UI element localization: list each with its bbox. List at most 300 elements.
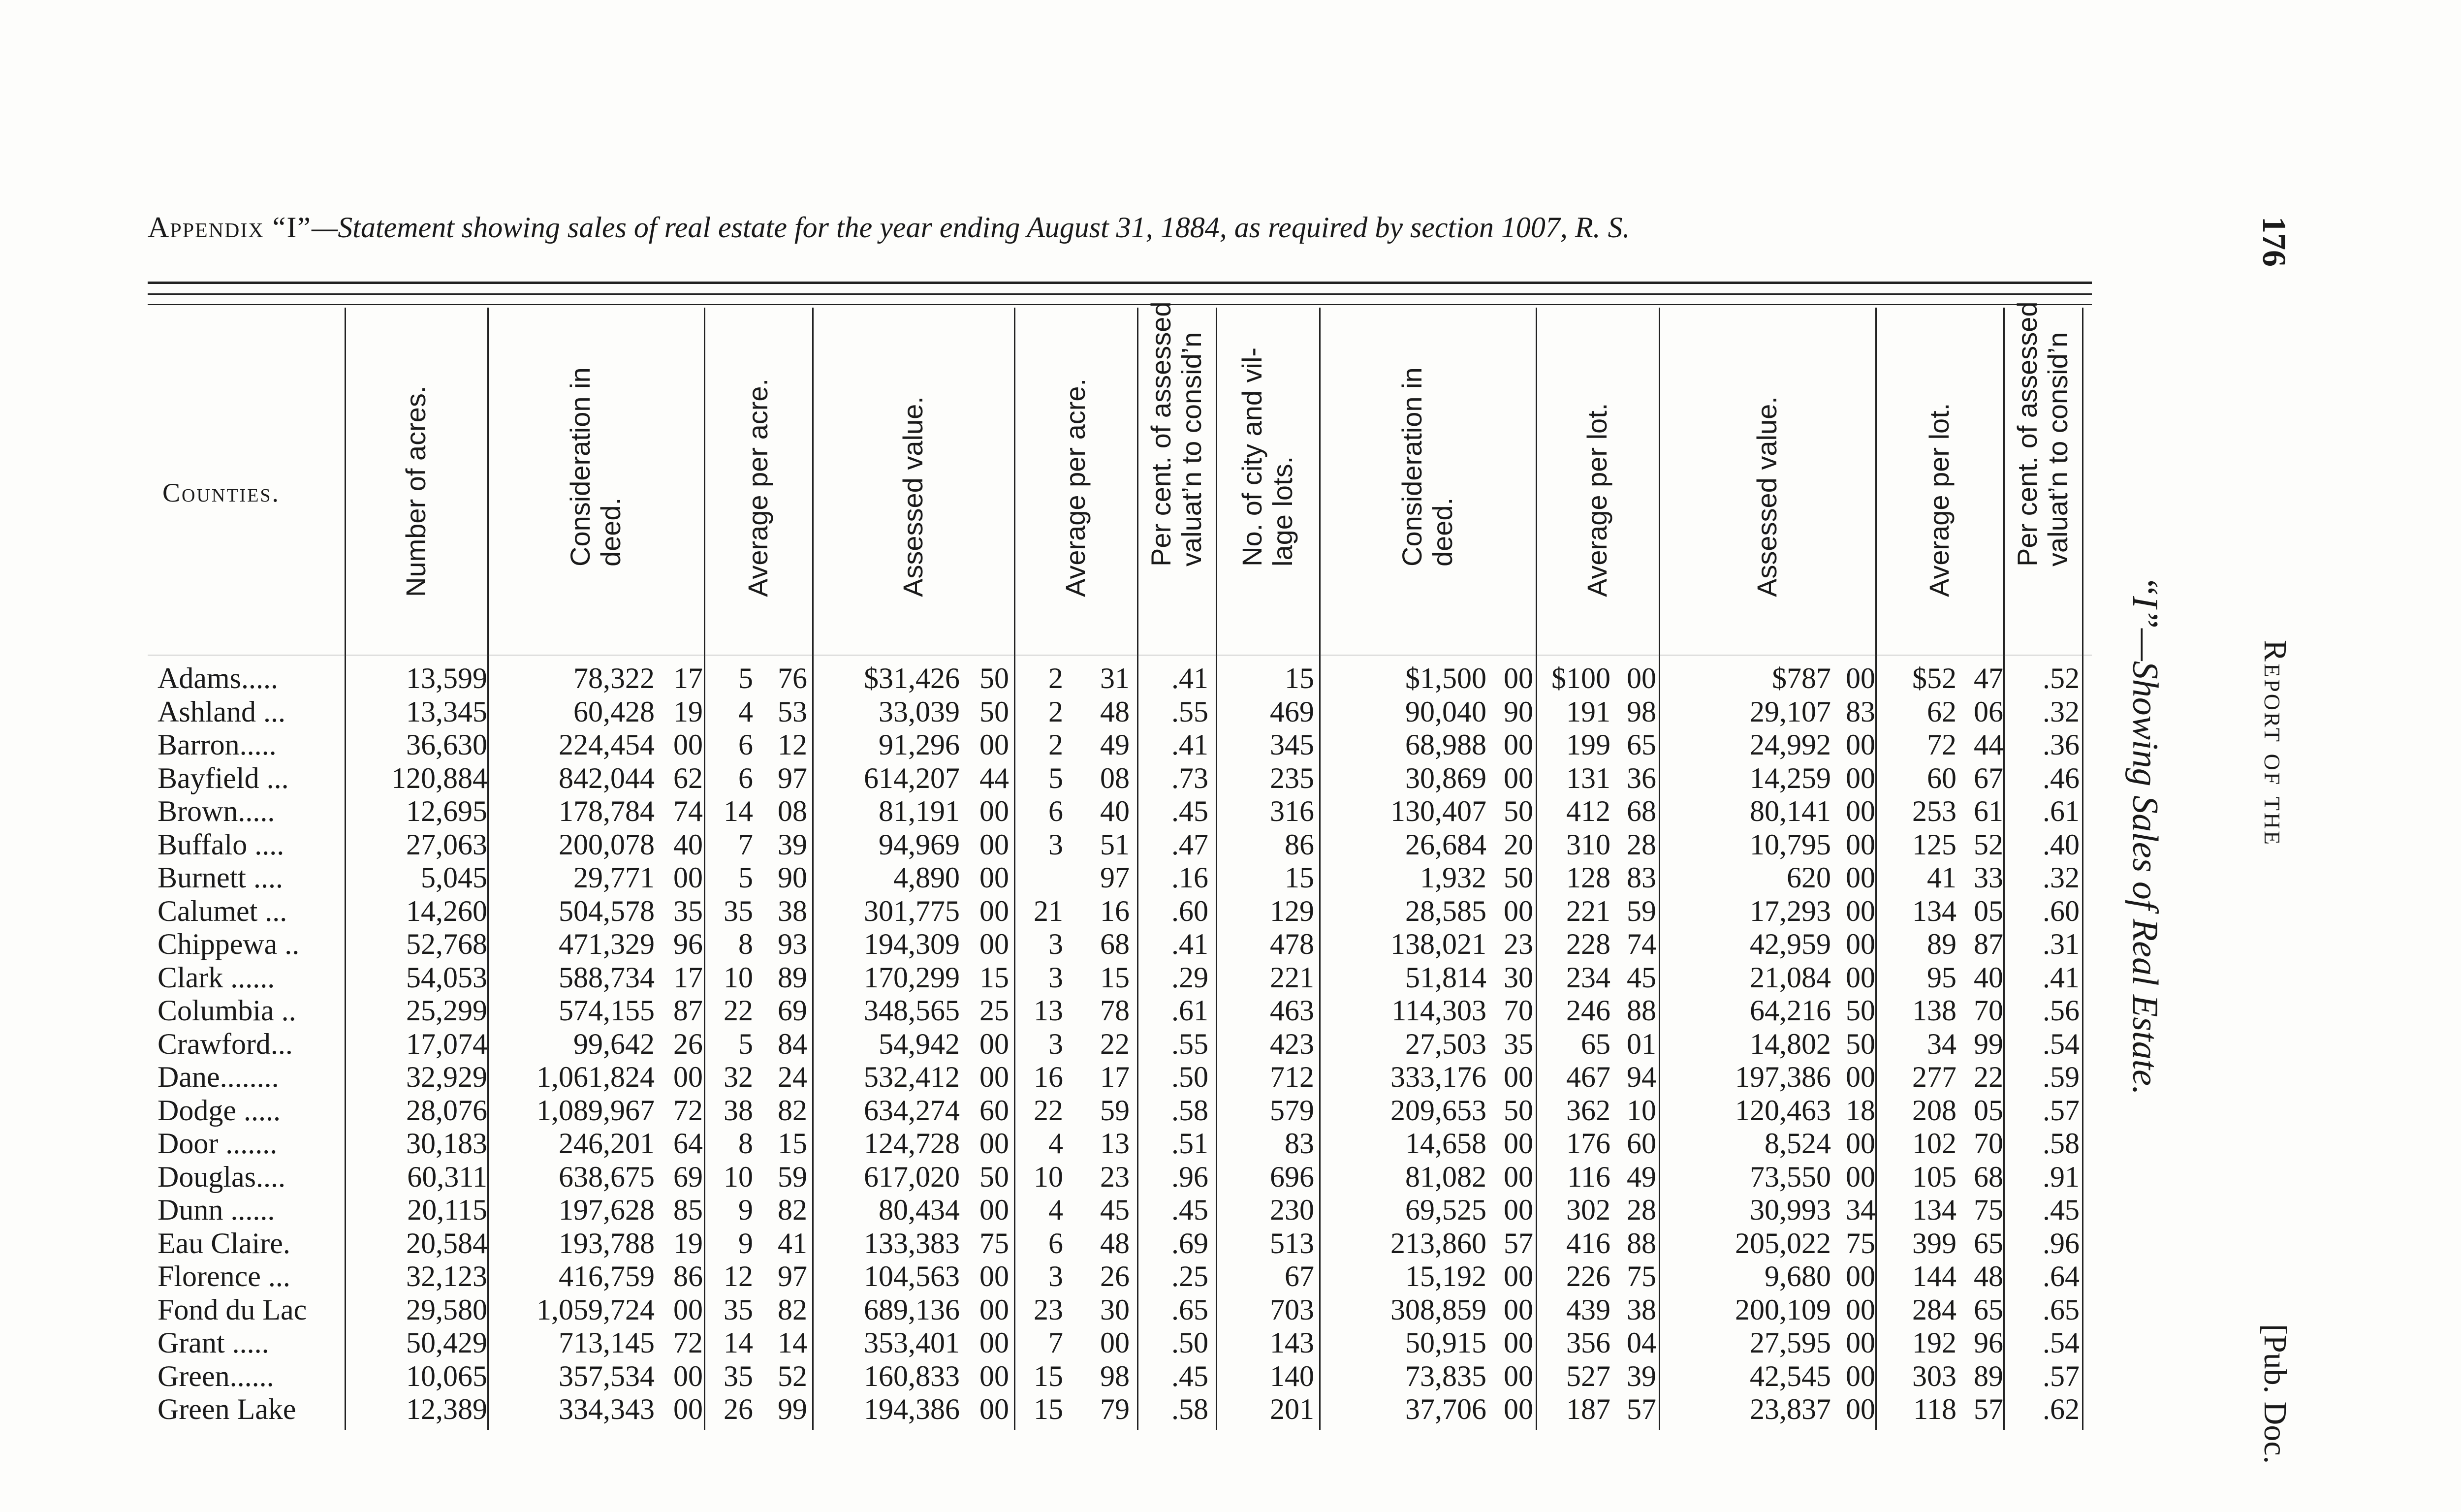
cell-lot-cons-c: 50 [1504, 861, 1533, 894]
cell-lot-ass: 17,293 [1750, 894, 1831, 927]
cell-avg-lot-ass: 60 [1927, 761, 1956, 794]
cell-avg-ass: 7 [1048, 1326, 1063, 1359]
cell-pct: .58 [1171, 1094, 1208, 1127]
cell-avg-lot-c: 83 [1627, 861, 1656, 894]
cell-assessed-c: 00 [979, 1027, 1009, 1060]
cell-lot-ass-c: 00 [1846, 1393, 1875, 1425]
cell-lot-ass: 205,022 [1735, 1227, 1831, 1260]
cell-avg-acre: 32 [724, 1061, 753, 1093]
cell-lot-ass: 30,993 [1750, 1194, 1831, 1226]
cell-cons: 200,078 [559, 828, 655, 861]
county-name: Douglas.... [158, 1160, 285, 1193]
cell-lot-ass: 120,463 [1735, 1094, 1831, 1127]
cell-avg-ass-c: 30 [1100, 1293, 1130, 1326]
cell-acres: 29,580 [406, 1293, 487, 1326]
cell-lot-cons-c: 23 [1504, 928, 1533, 960]
cell-lots: 423 [1270, 1027, 1314, 1060]
cell-avg-ass: 3 [1048, 1027, 1063, 1060]
cell-avg-acre-c: 82 [778, 1194, 807, 1226]
cell-avg-acre: 4 [738, 695, 753, 728]
cell-avg-ass-c: 48 [1100, 1227, 1130, 1260]
cell-avg-lot-ass-c: 89 [1974, 1359, 2003, 1392]
cell-pct-lot: .61 [2043, 795, 2080, 827]
cell-lot-cons: 50,915 [1405, 1326, 1486, 1359]
county-name: Barron..... [158, 728, 277, 761]
cell-avg-lot-c: 38 [1627, 1293, 1656, 1326]
cell-pct: .41 [1171, 928, 1208, 960]
cell-cons-c: 69 [673, 1160, 703, 1193]
county-name: Green...... [158, 1359, 274, 1392]
cell-avg-lot: 228 [1566, 928, 1610, 960]
cell-avg-ass-c: 15 [1100, 961, 1130, 994]
cell-lot-cons: 73,835 [1405, 1359, 1486, 1392]
cell-avg-ass: 3 [1048, 928, 1063, 960]
cell-lot-ass: 200,109 [1735, 1293, 1831, 1326]
cell-lots: 712 [1270, 1061, 1314, 1093]
cell-avg-lot: 128 [1566, 861, 1610, 894]
cell-avg-lot-ass: 399 [1912, 1227, 1956, 1260]
table-row [148, 828, 2092, 861]
cell-avg-lot: 176 [1566, 1127, 1610, 1160]
cell-acres: 54,053 [406, 961, 487, 994]
cell-avg-ass-c: 59 [1100, 1094, 1130, 1127]
cell-acres: 12,389 [406, 1393, 487, 1425]
cell-avg-lot: 362 [1566, 1094, 1610, 1127]
table-row [148, 1326, 2092, 1359]
county-name: Fond du Lac [158, 1293, 307, 1326]
cell-avg-lot-c: 39 [1627, 1359, 1656, 1392]
cell-avg-lot: 191 [1566, 695, 1610, 728]
cell-avg-lot-ass: 62 [1927, 695, 1956, 728]
cell-cons: 713,145 [559, 1326, 655, 1359]
cell-lot-ass-c: 34 [1846, 1194, 1875, 1226]
cell-pct: .47 [1171, 828, 1208, 861]
cell-avg-lot: 527 [1566, 1359, 1610, 1392]
cell-pct: .41 [1171, 662, 1208, 694]
cell-lots: 513 [1270, 1227, 1314, 1260]
cell-avg-lot-ass: 303 [1912, 1359, 1956, 1392]
cell-avg-lot: 116 [1567, 1160, 1610, 1193]
cell-assessed: 54,942 [879, 1027, 960, 1060]
cell-pct: .45 [1171, 1194, 1208, 1226]
cell-lot-ass-c: 00 [1846, 728, 1875, 761]
cell-avg-lot-ass-c: 87 [1974, 928, 2003, 960]
cell-assessed-c: 00 [979, 1393, 1009, 1425]
cell-avg-ass: 4 [1048, 1127, 1063, 1160]
cell-lot-ass-c: 00 [1846, 1326, 1875, 1359]
table-row [148, 695, 2092, 728]
cell-assessed: 33,039 [879, 695, 960, 728]
header-average-per-lot: Average per lot. [1581, 403, 1612, 597]
cell-lot-cons: 27,503 [1405, 1027, 1486, 1060]
cell-cons-c: 96 [673, 928, 703, 960]
cell-avg-acre-c: 52 [778, 1359, 807, 1392]
county-name: Burnett .... [158, 861, 283, 894]
cell-avg-lot-ass-c: 70 [1974, 1127, 2003, 1160]
cell-cons: 1,089,967 [536, 1094, 655, 1127]
table-row [148, 961, 2092, 994]
cell-assessed-c: 50 [979, 662, 1009, 694]
cell-avg-ass-c: 97 [1100, 861, 1130, 894]
cell-lot-cons-c: 00 [1504, 1127, 1533, 1160]
cell-lot-ass: 197,386 [1735, 1061, 1831, 1093]
cell-cons: 60,428 [573, 695, 655, 728]
cell-avg-acre-c: 41 [778, 1227, 807, 1260]
cell-avg-ass-c: 98 [1100, 1359, 1130, 1392]
table-row [148, 1227, 2092, 1260]
cell-cons: 416,759 [559, 1260, 655, 1292]
cell-avg-lot-c: 88 [1627, 1227, 1656, 1260]
table-row [148, 1061, 2092, 1094]
cell-lots: 230 [1270, 1194, 1314, 1226]
cell-lot-ass: 10,795 [1750, 828, 1831, 861]
cell-lot-ass-c: 00 [1846, 961, 1875, 994]
caption-rule [148, 282, 2092, 284]
cell-cons-c: 00 [673, 1061, 703, 1093]
cell-lot-cons-c: 35 [1504, 1027, 1533, 1060]
cell-lot-ass-c: 00 [1846, 894, 1875, 927]
cell-pct-lot: .60 [2043, 894, 2080, 927]
cell-acres: 50,429 [406, 1326, 487, 1359]
cell-avg-ass: 15 [1034, 1359, 1063, 1392]
cell-avg-acre: 35 [724, 894, 753, 927]
cell-avg-lot-ass-c: 48 [1974, 1260, 2003, 1292]
cell-avg-lot: 416 [1566, 1227, 1610, 1260]
cell-avg-lot-ass: 102 [1912, 1127, 1956, 1160]
cell-avg-ass-c: 79 [1100, 1393, 1130, 1425]
county-name: Green Lake [158, 1393, 296, 1425]
cell-lot-cons: 130,407 [1390, 795, 1486, 827]
cell-pct: .55 [1171, 1027, 1208, 1060]
cell-lot-cons-c: 00 [1504, 662, 1533, 694]
cell-cons-c: 00 [673, 728, 703, 761]
table-row [148, 662, 2092, 695]
cell-cons: 197,628 [559, 1194, 655, 1226]
cell-pct: .50 [1171, 1061, 1208, 1093]
cell-lot-cons-c: 00 [1504, 1393, 1533, 1425]
publication-label: [Pub. Doc. [2257, 1324, 2293, 1464]
cell-cons-c: 72 [673, 1326, 703, 1359]
cell-acres: 14,260 [406, 894, 487, 927]
cell-assessed-c: 00 [979, 728, 1009, 761]
cell-avg-ass: 23 [1034, 1293, 1063, 1326]
cell-pct: .65 [1171, 1293, 1208, 1326]
cell-avg-ass-c: 08 [1100, 761, 1130, 794]
cell-acres: 28,076 [406, 1094, 487, 1127]
cell-avg-acre: 8 [738, 928, 753, 960]
cell-pct-lot: .52 [2043, 662, 2080, 694]
cell-avg-lot-ass-c: 52 [1974, 828, 2003, 861]
county-name: Eau Claire. [158, 1227, 290, 1260]
county-name: Florence ... [158, 1260, 290, 1292]
cell-lot-cons: 28,585 [1405, 894, 1486, 927]
cell-avg-lot-c: 28 [1627, 1194, 1656, 1226]
table-row [148, 1360, 2092, 1393]
cell-avg-lot-ass-c: 22 [1974, 1061, 2003, 1093]
cell-assessed: 689,136 [864, 1293, 960, 1326]
cell-avg-acre: 7 [738, 828, 753, 861]
county-name: Clark ...... [158, 961, 275, 994]
cell-avg-lot-c: 98 [1627, 695, 1656, 728]
cell-cons-c: 00 [673, 1359, 703, 1392]
cell-pct-lot: .45 [2043, 1194, 2080, 1226]
cell-avg-ass-c: 17 [1100, 1061, 1130, 1093]
cell-pct-lot: .96 [2043, 1227, 2080, 1260]
cell-avg-acre-c: 89 [778, 961, 807, 994]
table-row [148, 1161, 2092, 1194]
cell-lot-cons: 209,653 [1390, 1094, 1486, 1127]
cell-assessed: 124,728 [864, 1127, 960, 1160]
cell-pct-lot: .59 [2043, 1061, 2080, 1093]
cell-lot-cons-c: 00 [1504, 1260, 1533, 1292]
cell-avg-lot: 65 [1581, 1027, 1610, 1060]
cell-pct: .58 [1171, 1393, 1208, 1425]
cell-cons: 99,642 [573, 1027, 655, 1060]
header-average-per-acre: Average per acre. [742, 378, 773, 597]
cell-lots: 469 [1270, 695, 1314, 728]
cell-lot-cons-c: 20 [1504, 828, 1533, 861]
cell-avg-ass-c: 23 [1100, 1160, 1130, 1193]
cell-lot-cons: 81,082 [1405, 1160, 1486, 1193]
cell-avg-lot-c: 36 [1627, 761, 1656, 794]
cell-lot-cons-c: 00 [1504, 1359, 1533, 1392]
cell-lot-ass: 42,959 [1750, 928, 1831, 960]
cell-lot-cons: 51,814 [1405, 961, 1486, 994]
cell-lot-ass-c: 18 [1846, 1094, 1875, 1127]
cell-avg-lot-c: 28 [1627, 828, 1656, 861]
cell-lot-cons-c: 30 [1504, 961, 1533, 994]
county-name: Crawford... [158, 1027, 293, 1060]
cell-assessed: 194,309 [864, 928, 960, 960]
cell-avg-acre: 26 [724, 1393, 753, 1425]
page-number: 176 [2256, 217, 2293, 267]
cell-lot-ass: 80,141 [1750, 795, 1831, 827]
cell-avg-ass: 3 [1048, 1260, 1063, 1292]
cell-cons-c: 19 [673, 695, 703, 728]
cell-lot-cons: $1,500 [1405, 662, 1486, 694]
cell-lots: 221 [1270, 961, 1314, 994]
cell-pct: .25 [1171, 1260, 1208, 1292]
cell-avg-lot-c: 00 [1627, 662, 1656, 694]
cell-avg-acre: 9 [738, 1194, 753, 1226]
county-name: Dunn ...... [158, 1194, 275, 1226]
cell-lot-cons: 138,021 [1390, 928, 1486, 960]
cell-avg-lot-ass-c: 05 [1974, 1094, 2003, 1127]
cell-avg-lot-c: 65 [1627, 728, 1656, 761]
cell-lots: 201 [1270, 1393, 1314, 1425]
table-row [148, 795, 2092, 828]
cell-avg-lot-ass: 118 [1913, 1393, 1956, 1425]
cell-avg-acre: 22 [724, 994, 753, 1027]
cell-avg-ass: 16 [1034, 1061, 1063, 1093]
cell-pct-lot: .31 [2043, 928, 2080, 960]
cell-lot-cons-c: 00 [1504, 1326, 1533, 1359]
cell-avg-lot-ass-c: 67 [1974, 761, 2003, 794]
cell-avg-acre-c: 97 [778, 761, 807, 794]
cell-avg-acre: 12 [724, 1260, 753, 1292]
cell-acres: 13,345 [406, 695, 487, 728]
cell-lot-cons-c: 00 [1504, 1293, 1533, 1326]
header-lot-assessed-value: Assessed value. [1751, 396, 1782, 597]
cell-lot-ass: 14,802 [1750, 1027, 1831, 1060]
cell-avg-lot-c: 60 [1627, 1127, 1656, 1160]
cell-lot-ass: 64,216 [1750, 994, 1831, 1027]
cell-avg-lot-ass: 134 [1912, 894, 1956, 927]
cell-avg-lot-ass-c: 06 [1974, 695, 2003, 728]
cell-lot-ass-c: 00 [1846, 861, 1875, 894]
cell-acres: 5,045 [421, 861, 487, 894]
cell-avg-ass: 21 [1034, 894, 1063, 927]
cell-pct-lot: .32 [2043, 695, 2080, 728]
cell-cons: 246,201 [559, 1127, 655, 1160]
cell-avg-lot-ass-c: 40 [1974, 961, 2003, 994]
cell-avg-ass: 15 [1034, 1393, 1063, 1425]
cell-avg-ass: 10 [1034, 1160, 1063, 1193]
cell-assessed-c: 50 [979, 695, 1009, 728]
header-percent-assessed-lots: Per cent. of assessed valuat’n to consid’n [2012, 301, 2073, 567]
header-average-per-lot-assessed: Average per lot. [1924, 403, 1955, 597]
cell-pct-lot: .46 [2043, 761, 2080, 794]
cell-avg-ass: 2 [1048, 662, 1063, 694]
cell-avg-lot: 187 [1566, 1393, 1610, 1425]
cell-assessed-c: 00 [979, 1326, 1009, 1359]
cell-avg-lot-c: 45 [1627, 961, 1656, 994]
cell-cons: 1,061,824 [536, 1061, 655, 1093]
cell-pct: .45 [1171, 1359, 1208, 1392]
cell-avg-lot-ass-c: 96 [1974, 1326, 2003, 1359]
cell-avg-lot-ass: 192 [1912, 1326, 1956, 1359]
cell-cons: 842,044 [559, 761, 655, 794]
cell-assessed-c: 00 [979, 1359, 1009, 1392]
cell-cons: 334,343 [559, 1393, 655, 1425]
cell-avg-acre: 5 [738, 861, 753, 894]
cell-acres: 25,299 [406, 994, 487, 1027]
table-row [148, 1260, 2092, 1293]
cell-cons-c: 17 [673, 961, 703, 994]
cell-assessed: $31,426 [864, 662, 960, 694]
cell-assessed-c: 00 [979, 861, 1009, 894]
cell-lot-ass-c: 00 [1846, 828, 1875, 861]
cell-assessed: 160,833 [864, 1359, 960, 1392]
cell-avg-lot-c: 75 [1627, 1260, 1656, 1292]
cell-assessed-c: 00 [979, 795, 1009, 827]
cell-lot-ass-c: 00 [1846, 928, 1875, 960]
cell-avg-lot-c: 59 [1627, 894, 1656, 927]
cell-lot-ass-c: 50 [1846, 1027, 1875, 1060]
cell-pct-lot: .58 [2043, 1127, 2080, 1160]
cell-cons: 78,322 [573, 662, 655, 694]
cell-avg-lot: 439 [1566, 1293, 1610, 1326]
cell-pct: .60 [1171, 894, 1208, 927]
cell-pct-lot: .36 [2043, 728, 2080, 761]
cell-lot-ass: 14,259 [1750, 761, 1831, 794]
cell-avg-lot: 302 [1566, 1194, 1610, 1226]
cell-lot-ass-c: 75 [1846, 1227, 1875, 1260]
cell-avg-lot: 234 [1566, 961, 1610, 994]
cell-avg-acre: 10 [724, 1160, 753, 1193]
cell-avg-ass-c: 13 [1100, 1127, 1130, 1160]
cell-assessed: 94,969 [879, 828, 960, 861]
cell-lot-cons-c: 00 [1504, 1194, 1533, 1226]
cell-avg-lot-ass: $52 [1912, 662, 1956, 694]
cell-assessed: 353,401 [864, 1326, 960, 1359]
cell-avg-ass-c: 40 [1100, 795, 1130, 827]
cell-avg-lot-ass-c: 05 [1974, 894, 2003, 927]
cell-assessed-c: 00 [979, 1061, 1009, 1093]
cell-avg-ass-c: 22 [1100, 1027, 1130, 1060]
cell-lot-cons: 333,176 [1390, 1061, 1486, 1093]
table-row [148, 1028, 2092, 1061]
cell-avg-lot-ass: 134 [1912, 1194, 1956, 1226]
cell-avg-lot-c: 10 [1627, 1094, 1656, 1127]
table-row [148, 728, 2092, 761]
cell-assessed-c: 00 [979, 894, 1009, 927]
cell-lot-cons-c: 00 [1504, 728, 1533, 761]
cell-pct: .41 [1171, 728, 1208, 761]
header-average-per-acre-assessed: Average per acre. [1060, 378, 1091, 597]
cell-lot-ass: 23,837 [1750, 1393, 1831, 1425]
cell-lot-ass: 620 [1787, 861, 1831, 894]
cell-lot-cons: 114,303 [1391, 994, 1486, 1027]
table-row [148, 1094, 2092, 1127]
cell-assessed: 91,296 [879, 728, 960, 761]
cell-pct: .61 [1171, 994, 1208, 1027]
cell-avg-acre: 5 [738, 1027, 753, 1060]
cell-avg-lot-ass: 277 [1912, 1061, 1956, 1093]
cell-avg-lot-ass: 253 [1912, 795, 1956, 827]
caption-rule [148, 304, 2092, 305]
cell-avg-acre-c: 84 [778, 1027, 807, 1060]
cell-acres: 36,630 [406, 728, 487, 761]
cell-lot-ass-c: 00 [1846, 1293, 1875, 1326]
cell-assessed-c: 25 [979, 994, 1009, 1027]
cell-acres: 32,929 [406, 1061, 487, 1093]
cell-avg-acre: 14 [724, 795, 753, 827]
cell-avg-lot: 310 [1566, 828, 1610, 861]
cell-cons-c: 35 [673, 894, 703, 927]
cell-avg-acre-c: 93 [778, 928, 807, 960]
cell-avg-lot-ass: 138 [1912, 994, 1956, 1027]
cell-lot-cons-c: 57 [1504, 1227, 1533, 1260]
cell-lots: 463 [1270, 994, 1314, 1027]
cell-avg-lot-ass-c: 75 [1974, 1194, 2003, 1226]
cell-lot-cons: 37,706 [1405, 1393, 1486, 1425]
cell-avg-ass-c: 16 [1100, 894, 1130, 927]
cell-avg-acre: 8 [738, 1127, 753, 1160]
running-head: Report of the [2257, 640, 2293, 847]
cell-lots: 579 [1270, 1094, 1314, 1127]
cell-assessed: 133,383 [864, 1227, 960, 1260]
cell-avg-lot-ass-c: 70 [1974, 994, 2003, 1027]
cell-avg-lot-ass: 72 [1927, 728, 1956, 761]
cell-avg-ass-c: 45 [1100, 1194, 1130, 1226]
cell-acres: 10,065 [406, 1359, 487, 1392]
cell-cons: 357,534 [559, 1359, 655, 1392]
cell-avg-lot-ass-c: 47 [1974, 662, 2003, 694]
cell-avg-lot-ass: 208 [1912, 1094, 1956, 1127]
cell-assessed-c: 00 [979, 828, 1009, 861]
cell-pct-lot: .64 [2043, 1260, 2080, 1292]
cell-lot-ass-c: 00 [1846, 1359, 1875, 1392]
cell-avg-ass: 4 [1048, 1194, 1063, 1226]
cell-lot-cons-c: 90 [1504, 695, 1533, 728]
cell-lot-cons: 14,658 [1405, 1127, 1486, 1160]
cell-cons: 588,734 [559, 961, 655, 994]
cell-avg-acre-c: 82 [778, 1094, 807, 1127]
cell-avg-acre-c: 14 [778, 1326, 807, 1359]
cell-pct: .51 [1171, 1127, 1208, 1160]
cell-lot-ass-c: 00 [1846, 662, 1875, 694]
